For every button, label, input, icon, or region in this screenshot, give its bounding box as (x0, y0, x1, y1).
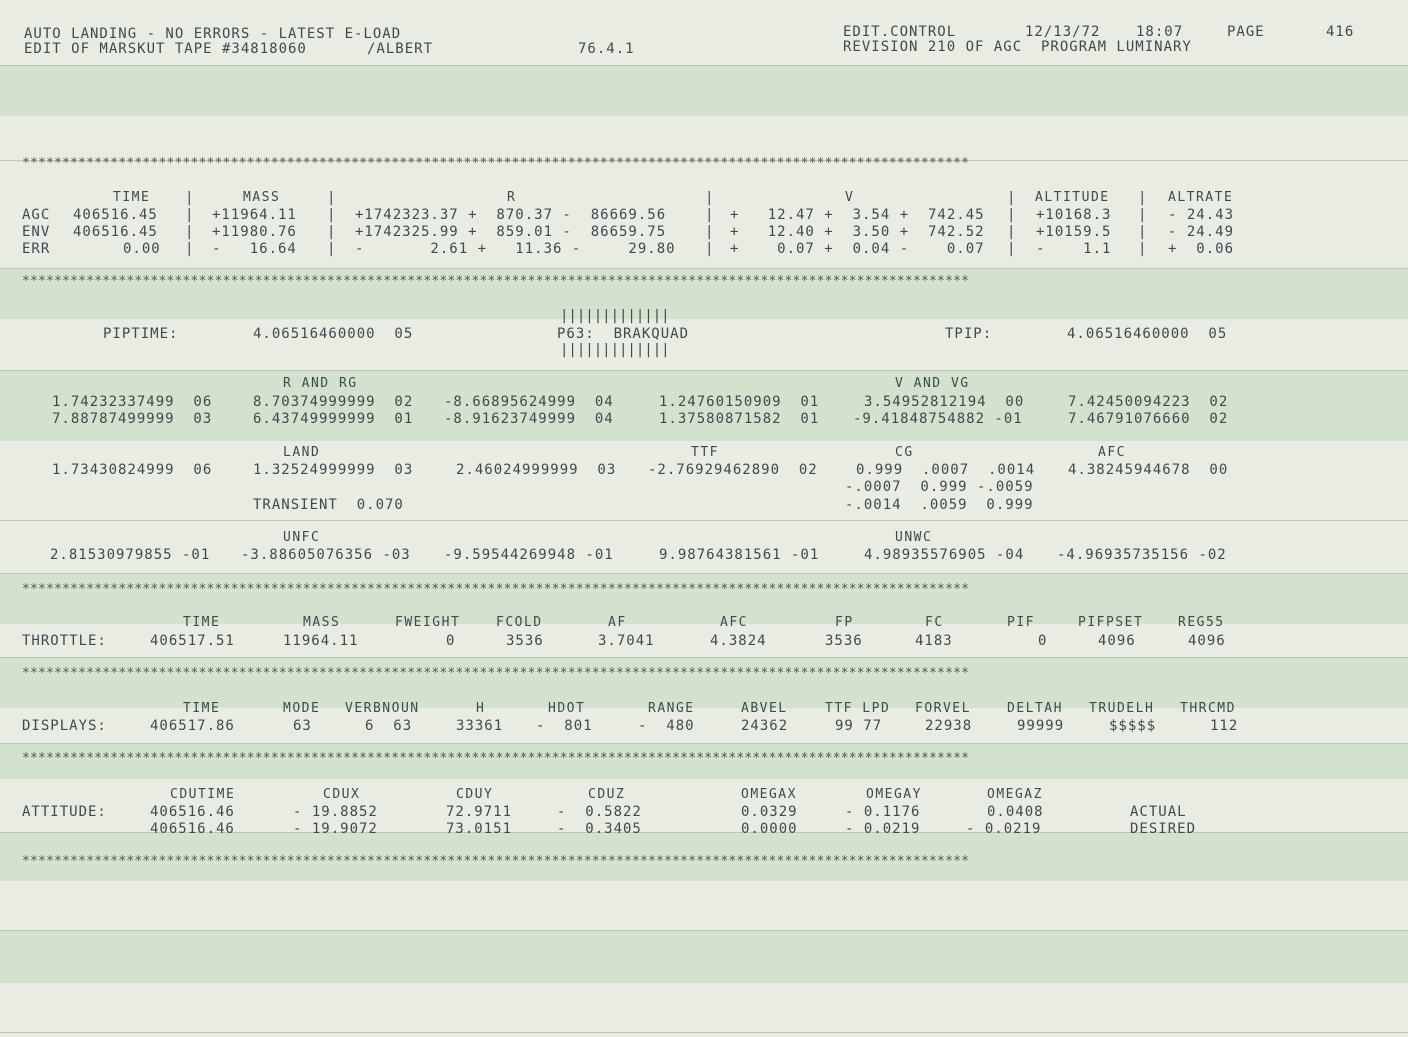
page-number: 416 (1326, 24, 1355, 40)
page-label: PAGE (1227, 24, 1265, 40)
err-r: - 2.61 + 11.36 - 29.80 (355, 241, 676, 257)
attitude-desired-value: 406516.46 (150, 821, 235, 837)
star-separator: ********************************************************************************************************************** (22, 274, 970, 289)
land-value: 1.73430824999 06 (52, 462, 213, 478)
attitude-actual-value: - 0.5822 (557, 804, 642, 820)
displays-label: DISPLAYS: (22, 718, 107, 734)
displays-header: VERBNOUN (345, 701, 420, 716)
guidance-value: 6.43749999999 01 (253, 411, 414, 427)
attitude-header: CDUTIME (170, 787, 236, 802)
throttle-header: PIFPSET (1078, 615, 1144, 630)
col-divider: | (185, 241, 195, 257)
throttle-header: AF (608, 615, 627, 630)
throttle-value: 4183 (915, 633, 953, 649)
version-code: 76.4.1 (578, 41, 635, 57)
col-header-altrate: ALTRATE (1168, 190, 1234, 205)
print-date: 12/13/72 (1025, 24, 1101, 40)
col-divider: | (705, 190, 715, 206)
attitude-header: OMEGAZ (987, 787, 1043, 802)
attitude-header: CDUX (323, 787, 361, 802)
displays-header: FORVEL (915, 701, 971, 716)
displays-value: 6 63 (365, 718, 413, 734)
unit-value: -9.59544269948 -01 (444, 547, 614, 563)
star-separator: ********************************************************************************************************************** (22, 854, 970, 869)
attitude-actual-value: 72.9711 (446, 804, 513, 820)
agc-v: + 12.47 + 3.54 + 742.45 (730, 207, 985, 223)
program-name: P63: BRAKQUAD (557, 326, 690, 342)
err-mass: - 16.64 (212, 241, 297, 257)
run-title: AUTO LANDING - NO ERRORS - LATEST E-LOAD (24, 26, 402, 42)
attitude-actual-value: - 0.1176 (845, 804, 921, 820)
displays-value: - 480 (638, 718, 695, 734)
guidance-value: 8.70374999999 02 (253, 394, 414, 410)
col-divider: | (705, 241, 715, 257)
col-divider: | (1007, 224, 1017, 240)
throttle-header: AFC (720, 615, 748, 630)
row-label-err: ERR (22, 241, 51, 257)
guidance-value: -8.91623749999 04 (444, 411, 614, 427)
col-divider: | (327, 224, 337, 240)
col-divider: | (1138, 224, 1148, 240)
col-header-v: V (845, 190, 855, 205)
displays-value: 33361 (456, 718, 504, 734)
col-divider: | (185, 190, 195, 206)
actual-label: ACTUAL (1130, 804, 1187, 820)
env-altrate: - 24.49 (1168, 224, 1235, 240)
displays-header: HDOT (548, 701, 586, 716)
user-name: /ALBERT (367, 41, 434, 57)
err-altitude: - 1.1 (1036, 241, 1112, 257)
displays-value: $$$$$ (1109, 718, 1157, 734)
throttle-value: 4096 (1188, 633, 1226, 649)
throttle-header: FC (925, 615, 944, 630)
land-value: 2.46024999999 03 (456, 462, 617, 478)
attitude-header: OMEGAX (741, 787, 797, 802)
displays-header: RANGE (648, 701, 695, 716)
row-label-env: ENV (22, 224, 51, 240)
unfc-label: UNFC (283, 530, 321, 545)
throttle-value: 11964.11 (283, 633, 359, 649)
bar-marker-bottom: ||||||||||||| (560, 342, 670, 358)
throttle-value: 0 (1038, 633, 1048, 649)
displays-value: 99999 (1017, 718, 1065, 734)
col-header-r: R (507, 190, 517, 205)
displays-header: TTF LPD (825, 701, 891, 716)
guidance-value: 7.42450094223 02 (1068, 394, 1229, 410)
env-mass: +11980.76 (212, 224, 297, 240)
attitude-desired-value: - 0.3405 (557, 821, 642, 837)
afc-value: 4.38245944678 00 (1068, 462, 1229, 478)
throttle-header: REG55 (1178, 615, 1225, 630)
throttle-label: THROTTLE: (22, 633, 107, 649)
displays-header: MODE (283, 701, 321, 716)
col-header-mass: MASS (243, 190, 281, 205)
col-divider: | (185, 224, 195, 240)
ttf-value: -2.76929462890 02 (648, 462, 818, 478)
col-divider: | (327, 190, 337, 206)
attitude-label: ATTITUDE: (22, 804, 107, 820)
star-separator: ********************************************************************************************************************** (22, 156, 970, 171)
throttle-header: TIME (183, 615, 221, 630)
throttle-header: FCOLD (496, 615, 543, 630)
agc-mass: +11964.11 (212, 207, 297, 223)
throttle-header: FP (835, 615, 854, 630)
afc-label: AFC (1098, 445, 1126, 460)
unwc-label: UNWC (895, 530, 933, 545)
cg-matrix-row: -.0007 0.999 -.0059 (845, 479, 1034, 495)
env-v: + 12.40 + 3.50 + 742.52 (730, 224, 985, 240)
tpip-label: TPIP: (945, 326, 993, 342)
throttle-header: FWEIGHT (395, 615, 461, 630)
land-value: 1.32524999999 03 (253, 462, 414, 478)
attitude-desired-value: 73.0151 (446, 821, 513, 837)
paper-band (0, 520, 1408, 521)
agc-r: +1742323.37 + 870.37 - 86669.56 (355, 207, 667, 223)
paper-band (0, 65, 1408, 116)
throttle-value: 4096 (1098, 633, 1136, 649)
env-r: +1742325.99 + 859.01 - 86659.75 (355, 224, 667, 240)
displays-header: ABVEL (741, 701, 788, 716)
agc-altrate: - 24.43 (1168, 207, 1235, 223)
cg-matrix-row: -.0014 .0059 0.999 (845, 497, 1034, 513)
guidance-value: 1.37580871582 01 (659, 411, 820, 427)
unit-value: 9.98764381561 -01 (659, 547, 820, 563)
attitude-actual-value: 0.0408 (987, 804, 1044, 820)
err-v: + 0.07 + 0.04 - 0.07 (730, 241, 985, 257)
col-divider: | (1007, 190, 1017, 206)
edit-control-label: EDIT.CONTROL (843, 24, 957, 40)
piptime-value: 4.06516460000 05 (253, 326, 414, 342)
ttf-label: TTF (691, 445, 719, 460)
col-divider: | (1138, 190, 1148, 206)
attitude-actual-value: - 19.8852 (293, 804, 378, 820)
guidance-value: 7.46791076660 02 (1068, 411, 1229, 427)
unit-value: 2.81530979855 -01 (50, 547, 211, 563)
unit-value: 4.98935576905 -04 (864, 547, 1025, 563)
err-altrate: + 0.06 (1168, 241, 1235, 257)
row-label-agc: AGC (22, 207, 51, 223)
attitude-actual-value: 0.0329 (741, 804, 798, 820)
displays-value: 63 (293, 718, 312, 734)
transient-value: TRANSIENT 0.070 (253, 497, 404, 513)
col-divider: | (1007, 241, 1017, 257)
guidance-value: 1.74232337499 06 (52, 394, 213, 410)
displays-value: 99 77 (835, 718, 883, 734)
col-divider: | (327, 241, 337, 257)
revision-line: REVISION 210 OF AGC PROGRAM LUMINARY (843, 39, 1192, 55)
attitude-desired-value: - 0.0219 (966, 821, 1042, 837)
r-and-rg-label: R AND RG (283, 376, 358, 391)
displays-header: THRCMD (1180, 701, 1236, 716)
cg-label: CG (895, 445, 914, 460)
paper-band (0, 930, 1408, 983)
attitude-desired-value: 0.0000 (741, 821, 798, 837)
throttle-header: MASS (303, 615, 341, 630)
col-divider: | (705, 224, 715, 240)
star-separator: ********************************************************************************************************************** (22, 666, 970, 681)
col-divider: | (1138, 207, 1148, 223)
guidance-value: -9.41848754882 -01 (853, 411, 1023, 427)
col-divider: | (705, 207, 715, 223)
tpip-value: 4.06516460000 05 (1067, 326, 1228, 342)
land-label: LAND (283, 445, 321, 460)
attitude-header: OMEGAY (866, 787, 922, 802)
displays-value: 112 (1210, 718, 1239, 734)
print-time: 18:07 (1136, 24, 1184, 40)
desired-label: DESIRED (1130, 821, 1197, 837)
agc-altitude: +10168.3 (1036, 207, 1112, 223)
guidance-value: 7.88787499999 03 (52, 411, 213, 427)
throttle-value: 4.3824 (710, 633, 767, 649)
attitude-header: CDUZ (588, 787, 626, 802)
attitude-actual-value: 406516.46 (150, 804, 235, 820)
throttle-value: 3536 (506, 633, 544, 649)
guidance-value: 1.24760150909 01 (659, 394, 820, 410)
attitude-desired-value: - 0.0219 (845, 821, 921, 837)
agc-time: 406516.45 (73, 207, 158, 223)
throttle-value: 406517.51 (150, 633, 235, 649)
col-divider: | (327, 207, 337, 223)
bar-marker-top: ||||||||||||| (560, 308, 670, 324)
displays-header: H (476, 701, 486, 716)
piptime-label: PIPTIME: (103, 326, 179, 342)
unit-value: -3.88605076356 -03 (241, 547, 411, 563)
star-separator: ********************************************************************************************************************** (22, 751, 970, 766)
throttle-header: PIF (1007, 615, 1035, 630)
col-divider: | (1138, 241, 1148, 257)
col-divider: | (1007, 207, 1017, 223)
displays-value: - 801 (536, 718, 593, 734)
env-time: 406516.45 (73, 224, 158, 240)
displays-header: TRUDELH (1089, 701, 1155, 716)
guidance-value: -8.66895624999 04 (444, 394, 614, 410)
col-divider: | (185, 207, 195, 223)
throttle-value: 0 (446, 633, 456, 649)
cg-matrix-row: 0.999 .0007 .0014 (856, 462, 1036, 478)
env-altitude: +10159.5 (1036, 224, 1112, 240)
guidance-value: 3.54952812194 00 (864, 394, 1025, 410)
attitude-header: CDUY (456, 787, 494, 802)
col-header-time: TIME (113, 190, 151, 205)
displays-value: 24362 (741, 718, 789, 734)
tape-edit-line: EDIT OF MARSKUT TAPE #34818060 (24, 41, 307, 57)
unit-value: -4.96935735156 -02 (1057, 547, 1227, 563)
displays-header: DELTAH (1007, 701, 1063, 716)
v-and-vg-label: V AND VG (895, 376, 970, 391)
col-header-altitude: ALTITUDE (1035, 190, 1110, 205)
displays-header: TIME (183, 701, 221, 716)
displays-value: 406517.86 (150, 718, 235, 734)
throttle-value: 3536 (825, 633, 863, 649)
err-time: 0.00 (123, 241, 161, 257)
star-separator: ********************************************************************************************************************** (22, 582, 970, 597)
paper-rule (0, 1032, 1408, 1033)
attitude-desired-value: - 19.9072 (293, 821, 378, 837)
throttle-value: 3.7041 (598, 633, 655, 649)
displays-value: 22938 (925, 718, 973, 734)
